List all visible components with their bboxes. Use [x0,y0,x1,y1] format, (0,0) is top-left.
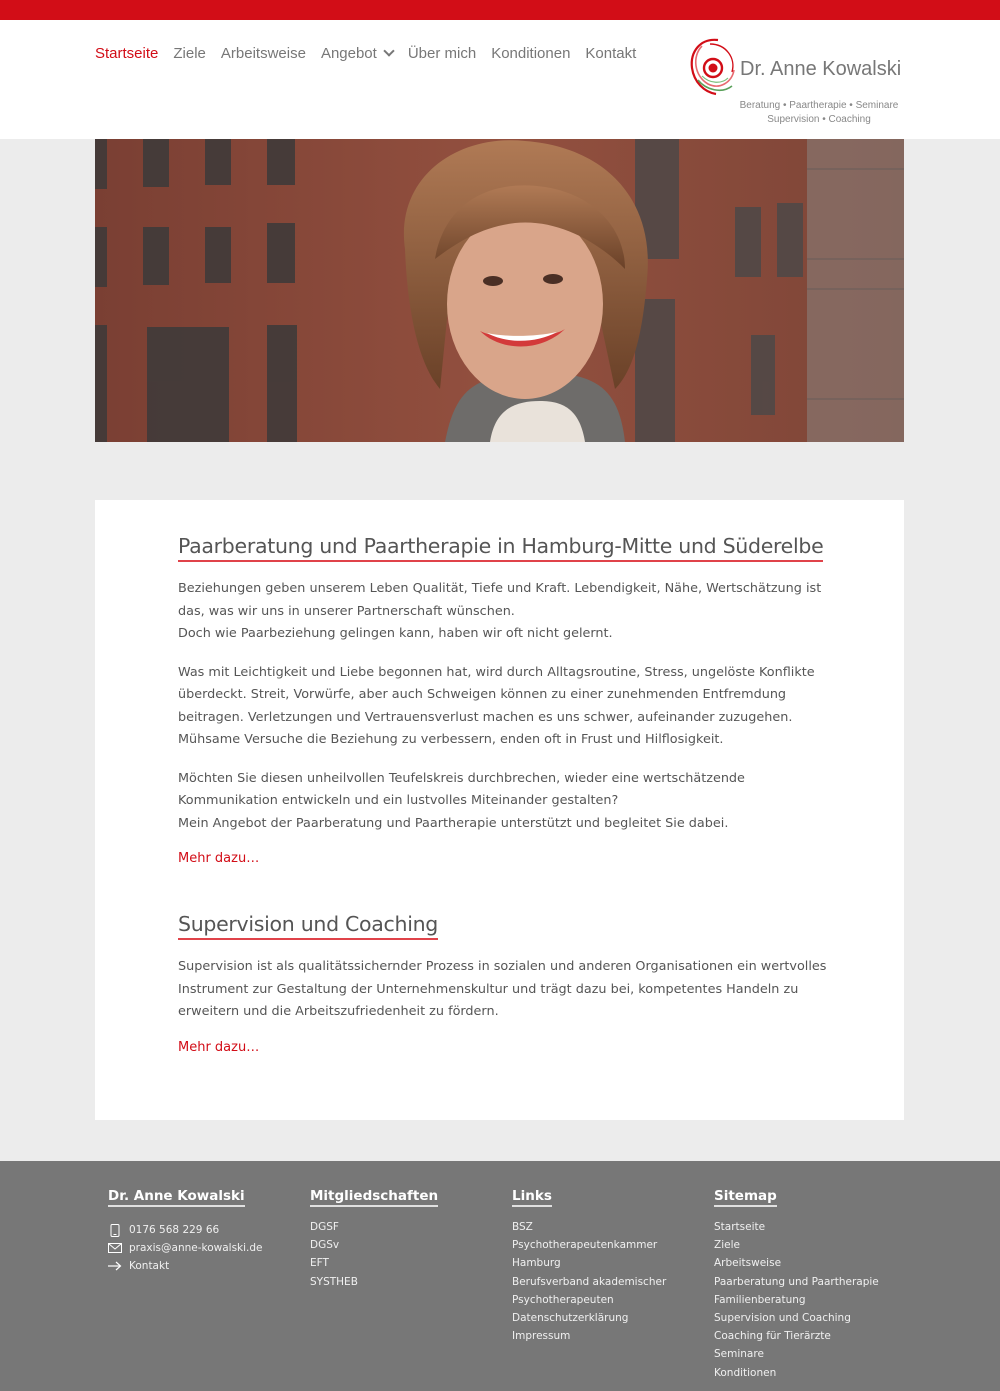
footer-heading-sitemap: Sitemap [714,1188,777,1207]
paragraph [178,768,828,836]
footer-sitemap-item[interactable]: Coaching für Tierärzte [714,1330,831,1343]
footer-heading-contact: Dr. Anne Kowalski [108,1188,245,1207]
footer-contact-link-text: Kontakt [129,1260,170,1272]
chevron-down-icon[interactable] [383,45,394,56]
footer-link-item[interactable]: Psychotherapeutenkammer [512,1239,658,1252]
footer-sitemap-item[interactable]: Arbeitsweise [714,1257,782,1270]
nav-item-startseite[interactable]: Startseite [95,45,159,62]
footer-sitemap-item[interactable]: Seminare [714,1348,764,1361]
section-title-paarberatung: Paarberatung und Paartherapie in Hamburg-Mitte und Süderelbe [178,534,823,562]
footer-col-links [512,1185,666,1345]
paragraph-line: Beziehungen geben unserem Leben Qualität, Tiefe und Kraft. Lebendigkeit, Nähe, Wertschätzung ist das, was wir uns in unserer Partnerschaft wünschen. [178,581,822,619]
mail-icon [108,1242,122,1254]
nav-item-ziele[interactable]: Ziele [173,45,206,62]
paragraph: Supervision ist als qualitätssichernder Prozess in sozialen und anderen Organisationen ein wertvolles Instrument zur Gestaltung der Unternehmenskultur und trägt dazu bei, kompetentes Handeln zu erweitern und die Arbeitszufriedenheit zu fördern. [178,959,827,1019]
section-text-paarberatung [178,578,828,835]
footer-link-item[interactable]: Psychotherapeuten [512,1293,614,1306]
footer-heading-memberships: Mitgliedschaften [310,1188,438,1207]
site-footer [0,1161,1000,1391]
paragraph: Was mit Leichtigkeit und Liebe begonnen hat, wird durch Alltagsroutine, Stress, ungelöste Konflikte überdeckt. Streit, Vorwürfe, aber auch Schweigen können zu einer zunehmenden Entfremdung beitragen. Verletzungen und Vertrauensverlust machen es uns schwer, aufeinander zuzugehen. Mühsame Versuche die Beziehung zu verbessern, enden oft in Frust und Hilflosigkeit. [178,664,815,747]
paragraph-line: Doch wie Paarbeziehung gelingen kann, haben wir oft nicht gelernt. [178,626,613,641]
paragraph [178,578,828,646]
nav-item-kontakt[interactable]: Kontakt [585,45,637,62]
nav-item-ueber-mich[interactable]: Über mich [407,45,477,62]
footer-sitemap-item[interactable]: Familienberatung [714,1293,806,1306]
footer-link-item[interactable]: Berufsverband akademischer [512,1275,667,1288]
footer-col-memberships [310,1185,438,1291]
footer-phone[interactable] [108,1221,263,1239]
logo-swirl-icon [688,36,738,98]
footer-sitemap-item[interactable]: Supervision und Coaching [714,1312,851,1325]
footer-membership-item[interactable]: DGSF [310,1221,339,1233]
footer-memberships-list [310,1218,438,1291]
phone-icon [108,1224,122,1236]
main-content [95,500,904,1120]
content-column [178,534,828,1055]
nav-item-angebot-label: Angebot [320,45,377,62]
main-nav [95,45,651,62]
footer-contact-list [108,1221,263,1275]
footer-membership-item[interactable]: SYSTHEB [310,1275,358,1288]
footer-link-item[interactable]: Impressum [512,1330,571,1343]
arrow-right-icon [108,1260,122,1272]
footer-email-text: praxis@anne-kowalski.de [129,1242,263,1254]
footer-phone-text: 0176 568 229 66 [129,1224,220,1236]
section-text-supervision [178,956,828,1024]
nav-item-konditionen[interactable]: Konditionen [491,45,571,62]
logo-tagline [734,99,904,127]
footer-col-contact [108,1185,263,1275]
logo-tagline-line2: Supervision • Coaching [767,114,871,125]
footer-col-sitemap [714,1185,879,1382]
footer-sitemap-list [714,1218,879,1382]
footer-link-item[interactable]: BSZ [512,1221,533,1233]
more-link-paarberatung[interactable]: Mehr dazu… [178,851,260,866]
footer-heading-links: Links [512,1188,552,1207]
footer-contact-link[interactable] [108,1257,263,1275]
footer-sitemap-item[interactable]: Konditionen [714,1366,777,1379]
footer-link-item[interactable]: Hamburg [512,1257,561,1270]
paragraph-line: Möchten Sie diesen unheilvollen Teufelskreis durchbrechen, wieder eine wertschätzende Kommunikation entwickeln und ein lustvolles Miteinander gestalten? [178,770,745,808]
logo-name: Dr. Anne Kowalski [740,58,902,80]
section-title-supervision: Supervision und Coaching [178,912,438,940]
nav-item-arbeitsweise[interactable]: Arbeitsweise [220,45,306,62]
footer-sitemap-item[interactable]: Paarberatung und Paartherapie [714,1275,879,1288]
site-header [0,20,1000,139]
footer-email[interactable] [108,1239,263,1257]
top-accent-bar [0,0,1000,20]
footer-membership-item[interactable]: DGSv [310,1239,340,1252]
footer-membership-item[interactable]: EFT [310,1257,329,1270]
section-supervision [178,912,828,1055]
hero-photo [95,139,904,442]
more-link-supervision[interactable]: Mehr dazu… [178,1039,260,1055]
nav-item-angebot[interactable] [321,45,393,62]
footer-sitemap-item[interactable]: Ziele [714,1239,740,1252]
paragraph-line: Mein Angebot der Paarberatung und Paartherapie unterstützt und begleitet Sie dabei. [178,815,729,831]
hero-portrait-image [95,139,904,442]
footer-links-list [512,1218,666,1345]
site-logo[interactable] [688,36,904,126]
footer-link-item[interactable]: Datenschutzerklärung [512,1312,629,1325]
section-paarberatung [178,534,828,866]
footer-sitemap-item[interactable]: Startseite [714,1221,766,1233]
logo-tagline-line1: Beratung • Paartherapie • Seminare [739,100,899,111]
